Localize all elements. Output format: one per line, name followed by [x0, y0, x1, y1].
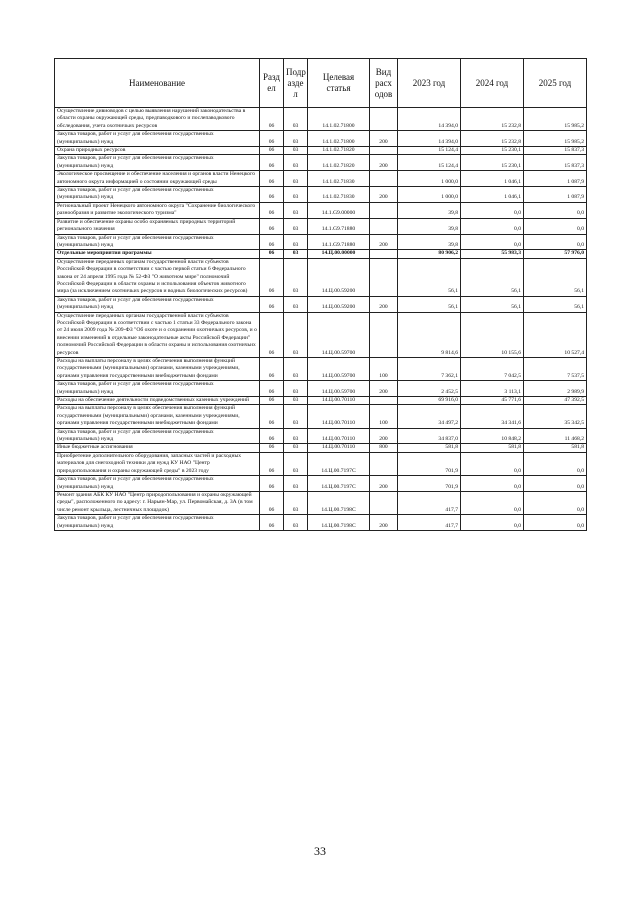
row-target-article: 14.Ц.00.59700: [308, 312, 370, 357]
row-value-2025: 10 527,4: [524, 312, 587, 357]
row-subsection: 03: [284, 218, 308, 234]
row-value-2023: 39,8: [398, 218, 461, 234]
row-section: 06: [260, 444, 284, 452]
row-section: 06: [260, 250, 284, 258]
row-section: 06: [260, 452, 284, 475]
row-value-2023: 9 814,6: [398, 312, 461, 357]
row-value-2023: 15 124,4: [398, 155, 461, 171]
row-section: 06: [260, 381, 284, 397]
table-row: [55, 428, 587, 444]
table-row: [55, 155, 587, 171]
row-section: 06: [260, 405, 284, 428]
header-name: Наименование: [55, 59, 260, 108]
row-value-2024: 7 042,5: [461, 358, 524, 381]
row-section: 06: [260, 296, 284, 312]
row-value-2023: 7 362,1: [398, 358, 461, 381]
header-row: [55, 59, 587, 108]
row-name: Ремонт здания АБК КУ НАО "Центр природопользования и охраны окружающей среды", расположенного по адресу: г. Нарьян-Мар, ул. Первомайская, д. 3А (в том числе ремонт крыльца, лестничных площадок): [55, 491, 260, 514]
table-row: [55, 312, 587, 357]
row-subsection: 03: [284, 452, 308, 475]
row-value-2023: 1 000,0: [398, 187, 461, 203]
row-subsection: 03: [284, 476, 308, 492]
row-subsection: 03: [284, 444, 308, 452]
row-name: Закупка товаров, работ и услуг для обеспечения государственных (муниципальных) нужд: [55, 515, 260, 531]
row-expense-type: 200: [370, 515, 398, 531]
row-value-2024: 15 230,1: [461, 147, 524, 155]
row-name: Закупка товаров, работ и услуг для обеспечения государственных (муниципальных) нужд: [55, 428, 260, 444]
row-value-2024: 3 113,1: [461, 381, 524, 397]
row-target-article: 14.1.02.71830: [308, 187, 370, 203]
row-expense-type: 100: [370, 405, 398, 428]
row-expense-type: [370, 397, 398, 405]
row-target-article: 14.1.02.71820: [308, 155, 370, 171]
row-expense-type: [370, 171, 398, 187]
row-value-2024: 34 341,6: [461, 405, 524, 428]
row-value-2023: 14 394,0: [398, 108, 461, 131]
row-subsection: 03: [284, 155, 308, 171]
row-subsection: 03: [284, 234, 308, 250]
row-value-2024: 1 046,1: [461, 187, 524, 203]
row-expense-type: 200: [370, 234, 398, 250]
row-value-2024: 581,8: [461, 444, 524, 452]
row-subsection: 03: [284, 108, 308, 131]
row-name: Отдельные мероприятия программы: [55, 250, 260, 258]
row-name: Осуществление переданных органам государственной власти субъектов Российской Федерации в соответствии с частью первой статьи 6 Федерального закона от 24 апреля 1995 года № 52-ФЗ "О животном мире" полномочий Российской Федерации в области охраны и использования объектов животного мира (за исключением охотничьих ресурсов и водных биологических ресурсов): [55, 258, 260, 296]
row-expense-type: [370, 312, 398, 357]
row-expense-type: 200: [370, 155, 398, 171]
row-subsection: 03: [284, 202, 308, 218]
row-value-2025: 0,0: [524, 452, 587, 475]
row-subsection: 03: [284, 131, 308, 147]
table-row: [55, 131, 587, 147]
row-target-article: 14.Ц.00.7197С: [308, 476, 370, 492]
row-value-2023: 581,8: [398, 444, 461, 452]
row-value-2025: 35 342,5: [524, 405, 587, 428]
row-expense-type: [370, 202, 398, 218]
row-target-article: 14.Ц.00.00000: [308, 250, 370, 258]
row-section: 06: [260, 428, 284, 444]
row-value-2025: 0,0: [524, 515, 587, 531]
header-section: Разд ел: [260, 59, 284, 108]
row-value-2024: 0,0: [461, 234, 524, 250]
row-value-2025: 1 087,9: [524, 187, 587, 203]
row-expense-type: [370, 491, 398, 514]
row-value-2023: 417,7: [398, 491, 461, 514]
row-value-2024: 56,1: [461, 296, 524, 312]
row-target-article: 14.1.02.71820: [308, 147, 370, 155]
table-row: [55, 202, 587, 218]
row-target-article: 14.1.02.71830: [308, 171, 370, 187]
row-value-2023: 80 906,2: [398, 250, 461, 258]
row-value-2024: 56,1: [461, 258, 524, 296]
row-subsection: 03: [284, 515, 308, 531]
row-target-article: 14.Ц.00.70110: [308, 444, 370, 452]
row-target-article: 14.Ц.00.7198С: [308, 515, 370, 531]
row-value-2025: 581,8: [524, 444, 587, 452]
header-year-2024: 2024 год: [461, 59, 524, 108]
row-section: 06: [260, 312, 284, 357]
row-value-2024: 10 848,2: [461, 428, 524, 444]
table-row: [55, 147, 587, 155]
row-value-2023: 39,8: [398, 202, 461, 218]
row-value-2023: 56,1: [398, 258, 461, 296]
table-row: [55, 250, 587, 258]
row-value-2023: 34 837,0: [398, 428, 461, 444]
budget-table: [54, 58, 587, 531]
row-name: Осуществление переданных органам государственной власти субъектов Российской Федерации в соответствии с частью 1 статьи 33 Федерального закона от 24 июля 2009 года № 209-ФЗ "Об охоте и о сохранении охотничьих ресурсов, и о внесении изменений в отдельные законодательные акты Российской Федерации" полномочий Российской Федерации в области охраны и использования охотничьих ресурсов: [55, 312, 260, 357]
row-expense-type: [370, 258, 398, 296]
row-name: Закупка товаров, работ и услуг для обеспечения государственных (муниципальных) нужд: [55, 155, 260, 171]
row-name: Расходы на обеспечение деятельности подведомственных казенных учреждений: [55, 397, 260, 405]
row-value-2025: 15 985,2: [524, 131, 587, 147]
row-value-2025: 47 392,5: [524, 397, 587, 405]
header-target-article: Целевая статья: [308, 59, 370, 108]
row-subsection: 03: [284, 187, 308, 203]
row-target-article: 14.Ц.00.59700: [308, 358, 370, 381]
row-value-2025: 0,0: [524, 234, 587, 250]
row-expense-type: [370, 147, 398, 155]
row-section: 06: [260, 187, 284, 203]
row-value-2024: 45 771,6: [461, 397, 524, 405]
row-expense-type: [370, 108, 398, 131]
row-value-2025: 11 468,2: [524, 428, 587, 444]
row-section: 06: [260, 476, 284, 492]
row-section: 06: [260, 258, 284, 296]
row-name: Охрана природных ресурсов: [55, 147, 260, 155]
row-value-2024: 15 232,8: [461, 108, 524, 131]
row-name: Развитие и обеспечение охраны особо охраняемых природных территорий регионального значения: [55, 218, 260, 234]
row-name: Закупка товаров, работ и услуг для обеспечения государственных (муниципальных) нужд: [55, 234, 260, 250]
row-value-2024: 15 230,1: [461, 155, 524, 171]
row-name: Закупка товаров, работ и услуг для обеспечения государственных (муниципальных) нужд: [55, 187, 260, 203]
row-subsection: 03: [284, 258, 308, 296]
row-name: Закупка товаров, работ и услуг для обеспечения государственных (муниципальных) нужд: [55, 381, 260, 397]
table-row: [55, 258, 587, 296]
table-row: [55, 218, 587, 234]
table-row: [55, 108, 587, 131]
row-value-2024: 0,0: [461, 202, 524, 218]
row-subsection: 03: [284, 397, 308, 405]
row-value-2025: 56,1: [524, 296, 587, 312]
header-year-2025: 2025 год: [524, 59, 587, 108]
row-expense-type: 800: [370, 444, 398, 452]
row-value-2024: 0,0: [461, 515, 524, 531]
row-section: 06: [260, 234, 284, 250]
row-value-2023: 2 452,5: [398, 381, 461, 397]
row-target-article: 14.1.G9.71880: [308, 218, 370, 234]
row-value-2023: 701,9: [398, 476, 461, 492]
row-value-2025: 15 837,3: [524, 155, 587, 171]
row-target-article: 14.Ц.00.59200: [308, 258, 370, 296]
row-section: 06: [260, 491, 284, 514]
table-row: [55, 476, 587, 492]
row-target-article: 14.1.G9.71880: [308, 234, 370, 250]
row-expense-type: 200: [370, 476, 398, 492]
row-value-2024: 0,0: [461, 218, 524, 234]
row-expense-type: 200: [370, 131, 398, 147]
table-body: [55, 108, 587, 531]
row-name: Иные бюджетные ассигнования: [55, 444, 260, 452]
row-value-2025: 2 989,9: [524, 381, 587, 397]
row-target-article: 14.1.G9.00000: [308, 202, 370, 218]
row-name: Закупка товаров, работ и услуг для обеспечения государственных (муниципальных) нужд: [55, 131, 260, 147]
table-row: [55, 358, 587, 381]
table-row: [55, 171, 587, 187]
row-value-2025: 0,0: [524, 491, 587, 514]
header-year-2023: 2023 год: [398, 59, 461, 108]
row-target-article: 14.Ц.00.59700: [308, 381, 370, 397]
row-subsection: 03: [284, 312, 308, 357]
row-value-2025: 7 537,5: [524, 358, 587, 381]
row-subsection: 03: [284, 250, 308, 258]
row-target-article: 14.Ц.00.7197С: [308, 452, 370, 475]
row-subsection: 03: [284, 428, 308, 444]
row-value-2025: 56,1: [524, 258, 587, 296]
row-section: 06: [260, 147, 284, 155]
row-value-2024: 55 983,3: [461, 250, 524, 258]
row-expense-type: [370, 218, 398, 234]
table-row: [55, 452, 587, 475]
row-value-2024: 0,0: [461, 476, 524, 492]
row-value-2025: 57 976,0: [524, 250, 587, 258]
table-row: [55, 397, 587, 405]
table-row: [55, 381, 587, 397]
row-section: 06: [260, 515, 284, 531]
row-name: Расходы на выплаты персоналу в целях обеспечения выполнения функций государственными (муниципальными) органами, казенными учреждениями, органами управления государственными внебюджетными фондами: [55, 405, 260, 428]
table-row: [55, 296, 587, 312]
row-name: Приобретение дополнительного оборудования, запасных частей и расходных материалов для снегоходной техники для нужд КУ НАО "Центр природопользования и охраны окружающей среды" в 2023 году: [55, 452, 260, 475]
row-section: 06: [260, 202, 284, 218]
row-name: Закупка товаров, работ и услуг для обеспечения государственных (муниципальных) нужд: [55, 296, 260, 312]
row-name: Региональный проект Ненецкого автономного округа "Сохранение биологического разнообразия и развитие экологического туризма": [55, 202, 260, 218]
row-section: 06: [260, 358, 284, 381]
header-subsection: Подр азде л: [284, 59, 308, 108]
row-name: Осуществление дивиоводов с целью выявления нарушений законодательства в области охраны окружающей среды, предпаводкового и послепаводкового обследования, учета охотничьих ресурсов: [55, 108, 260, 131]
row-value-2025: 0,0: [524, 218, 587, 234]
row-expense-type: 200: [370, 296, 398, 312]
row-value-2023: 69 916,0: [398, 397, 461, 405]
table-row: [55, 405, 587, 428]
row-value-2023: 14 394,0: [398, 131, 461, 147]
row-value-2025: 0,0: [524, 476, 587, 492]
row-value-2024: 15 232,8: [461, 131, 524, 147]
page-number: 33: [314, 844, 326, 858]
row-value-2023: 34 497,2: [398, 405, 461, 428]
row-target-article: 14.Ц.00.70110: [308, 428, 370, 444]
row-value-2023: 39,8: [398, 234, 461, 250]
row-target-article: 14.1.02.71800: [308, 131, 370, 147]
row-name: Закупка товаров, работ и услуг для обеспечения государственных (муниципальных) нужд: [55, 476, 260, 492]
row-expense-type: 200: [370, 187, 398, 203]
row-subsection: 03: [284, 491, 308, 514]
row-section: 06: [260, 218, 284, 234]
row-subsection: 03: [284, 381, 308, 397]
table-row: [55, 515, 587, 531]
row-expense-type: 100: [370, 358, 398, 381]
row-value-2025: 15 985,2: [524, 108, 587, 131]
row-section: 06: [260, 397, 284, 405]
row-target-article: 14.1.02.71800: [308, 108, 370, 131]
row-value-2024: 0,0: [461, 452, 524, 475]
row-expense-type: 200: [370, 428, 398, 444]
row-value-2025: 1 087,9: [524, 171, 587, 187]
row-expense-type: [370, 250, 398, 258]
row-name: Экологическое просвещение и обеспечение населения и органов власти Ненецкого автономного округа информацией о состоянии окружающей среды: [55, 171, 260, 187]
row-value-2023: 1 000,0: [398, 171, 461, 187]
row-section: 06: [260, 108, 284, 131]
row-target-article: 14.Ц.00.70110: [308, 405, 370, 428]
row-value-2023: 701,9: [398, 452, 461, 475]
row-section: 06: [260, 131, 284, 147]
row-value-2025: 0,0: [524, 202, 587, 218]
row-subsection: 03: [284, 358, 308, 381]
row-section: 06: [260, 155, 284, 171]
row-expense-type: 200: [370, 381, 398, 397]
row-value-2023: 15 124,4: [398, 147, 461, 155]
row-value-2023: 417,7: [398, 515, 461, 531]
row-value-2024: 10 155,6: [461, 312, 524, 357]
row-expense-type: [370, 452, 398, 475]
table-row: [55, 234, 587, 250]
table-row: [55, 491, 587, 514]
row-subsection: 03: [284, 171, 308, 187]
row-target-article: 14.Ц.00.70110: [308, 397, 370, 405]
header-expense-type: Вид расх одов: [370, 59, 398, 108]
row-subsection: 03: [284, 296, 308, 312]
row-value-2024: 0,0: [461, 491, 524, 514]
row-section: 06: [260, 171, 284, 187]
row-subsection: 03: [284, 405, 308, 428]
row-value-2024: 1 046,1: [461, 171, 524, 187]
row-value-2023: 56,1: [398, 296, 461, 312]
table-row: [55, 187, 587, 203]
row-target-article: 14.Ц.00.59200: [308, 296, 370, 312]
table-row: [55, 444, 587, 452]
row-subsection: 03: [284, 147, 308, 155]
row-name: Расходы на выплаты персоналу в целях обеспечения выполнения функций государственными (муниципальными) органами, казенными учреждениями, органами управления государственными внебюджетными фондами: [55, 358, 260, 381]
row-target-article: 14.Ц.00.7198С: [308, 491, 370, 514]
row-value-2025: 15 837,3: [524, 147, 587, 155]
